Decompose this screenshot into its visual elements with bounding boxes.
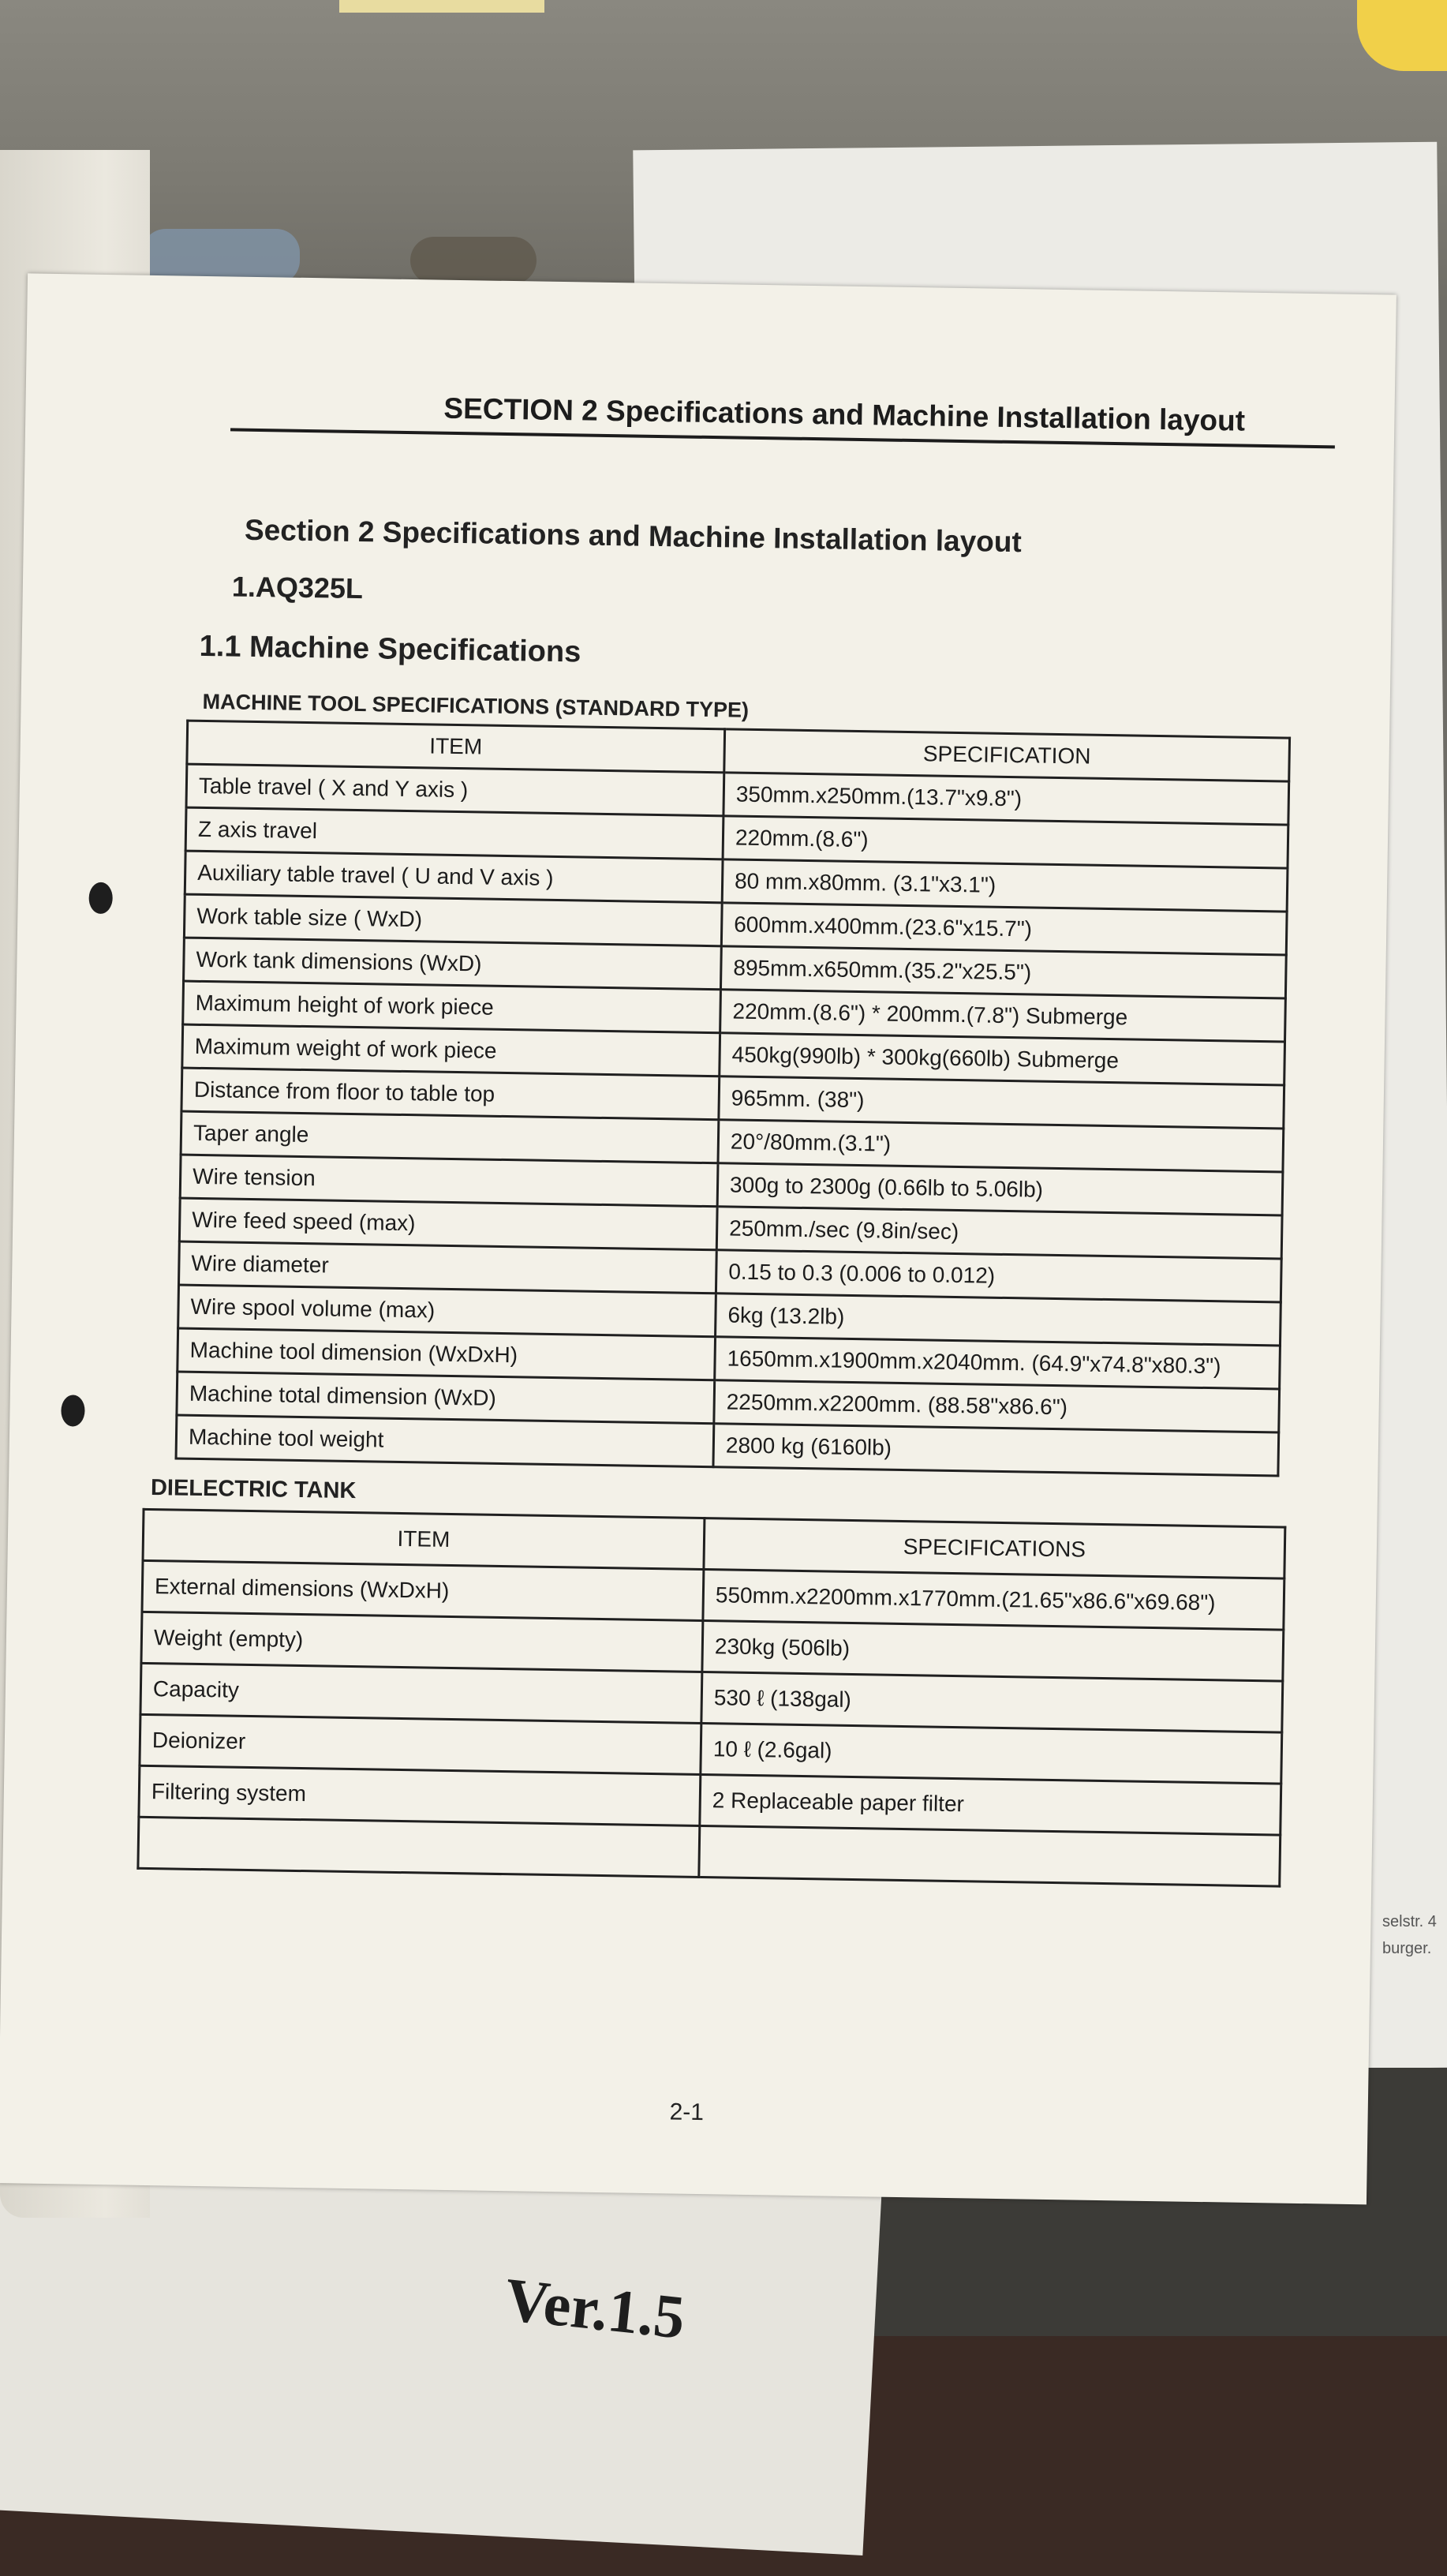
item-cell: Machine total dimension (WxD) — [177, 1372, 715, 1424]
item-cell: Machine tool dimension (WxDxH) — [178, 1328, 716, 1380]
column-header: SPECIFICATIONS — [704, 1518, 1285, 1579]
machine-table-title: MACHINE TOOL SPECIFICATIONS (STANDARD TYPE) — [202, 689, 750, 722]
item-cell: Wire spool volume (max) — [178, 1285, 716, 1337]
spec-cell: 550mm.x2200mm.x1770mm.(21.65"x86.6"x69.68") — [703, 1570, 1284, 1631]
page-number: 2-1 — [669, 2099, 705, 2126]
spec-cell: 300g to 2300g (0.66lb to 5.06lb) — [717, 1163, 1283, 1215]
spec-cell: 20°/80mm.(3.1") — [718, 1120, 1284, 1172]
spec-cell: 2 Replaceable paper filter — [700, 1775, 1281, 1836]
item-cell: Wire feed speed (max) — [179, 1198, 717, 1250]
yellow-paper-edge — [339, 0, 544, 13]
punch-hole — [88, 882, 113, 914]
spec-cell: 895mm.x650mm.(35.2"x25.5") — [720, 946, 1286, 998]
item-cell: Z axis travel — [185, 807, 724, 859]
item-cell: Wire tension — [180, 1155, 718, 1207]
spec-cell: 2250mm.x2200mm. (88.58"x86.6") — [714, 1380, 1280, 1432]
item-cell: Filtering system — [139, 1765, 701, 1825]
spec-cell: 250mm./sec (9.8in/sec) — [716, 1207, 1282, 1259]
item-cell: Maximum weight of work piece — [182, 1024, 720, 1076]
spec-cell: 965mm. (38") — [719, 1076, 1284, 1129]
manual-page — [0, 273, 1397, 2204]
model-heading: 1.AQ325L — [231, 570, 364, 605]
item-cell: Capacity — [140, 1663, 702, 1723]
side-sheet-text: selstr. 4 burger. — [1382, 1913, 1437, 1957]
dielectric-spec-table — [136, 1508, 1286, 1888]
item-cell: Work tank dimensions (WxD) — [184, 938, 722, 990]
item-cell: Deionizer — [140, 1714, 701, 1774]
column-header: SPECIFICATION — [724, 729, 1290, 781]
item-cell: Machine tool weight — [176, 1415, 714, 1467]
spec-cell: 80 mm.x80mm. (3.1"x3.1") — [722, 859, 1288, 912]
column-header: ITEM — [143, 1509, 705, 1569]
spec-cell: 0.15 to 0.3 (0.006 to 0.012) — [716, 1250, 1281, 1302]
spec-cell: 220mm.(8.6") — [723, 816, 1288, 868]
spec-cell: 6kg (13.2lb) — [716, 1294, 1281, 1346]
item-cell: Work table size ( WxD) — [184, 894, 722, 946]
page-header: SECTION 2 Specifications and Machine Installation layout — [443, 391, 1246, 437]
spec-cell: 530 ℓ (138gal) — [701, 1672, 1283, 1733]
spec-cell: 2800 kg (6160lb) — [713, 1424, 1279, 1476]
item-cell — [138, 1817, 700, 1877]
item-cell: Table travel ( X and Y axis ) — [186, 764, 724, 816]
spec-cell — [699, 1825, 1281, 1886]
dielectric-table-title: DIELECTRIC TANK — [150, 1475, 357, 1504]
item-cell: Wire diameter — [178, 1241, 716, 1294]
spec-cell: 450kg(990lb) * 300kg(660lb) Submerge — [720, 1033, 1285, 1085]
punch-hole — [61, 1395, 85, 1426]
cover-version-label: Ver.1.5 — [502, 2264, 689, 2352]
spec-cell: 1650mm.x1900mm.x2040mm. (64.9"x74.8"x80.3") — [715, 1337, 1281, 1389]
item-cell: Weight (empty) — [141, 1612, 703, 1672]
spec-cell: 350mm.x250mm.(13.7"x9.8") — [724, 773, 1289, 825]
subsection-title: 1.1 Machine Specifications — [199, 629, 581, 669]
spec-cell: 220mm.(8.6") * 200mm.(7.8") Submerge — [720, 990, 1286, 1042]
item-cell: Taper angle — [181, 1111, 719, 1163]
item-cell: Maximum height of work piece — [183, 981, 721, 1033]
surface-stain — [410, 237, 537, 284]
spec-cell: 600mm.x400mm.(23.6"x15.7") — [721, 903, 1287, 955]
item-cell: External dimensions (WxDxH) — [142, 1560, 704, 1620]
column-header: ITEM — [187, 721, 725, 773]
item-cell: Distance from floor to table top — [181, 1068, 720, 1120]
spec-cell: 230kg (506lb) — [702, 1621, 1284, 1682]
machine-spec-table — [175, 720, 1292, 1477]
item-cell: Auxiliary table travel ( U and V axis ) — [185, 851, 723, 903]
section-title: Section 2 Specifications and Machine Installation layout — [244, 513, 1023, 559]
spec-cell: 10 ℓ (2.6gal) — [701, 1724, 1282, 1784]
